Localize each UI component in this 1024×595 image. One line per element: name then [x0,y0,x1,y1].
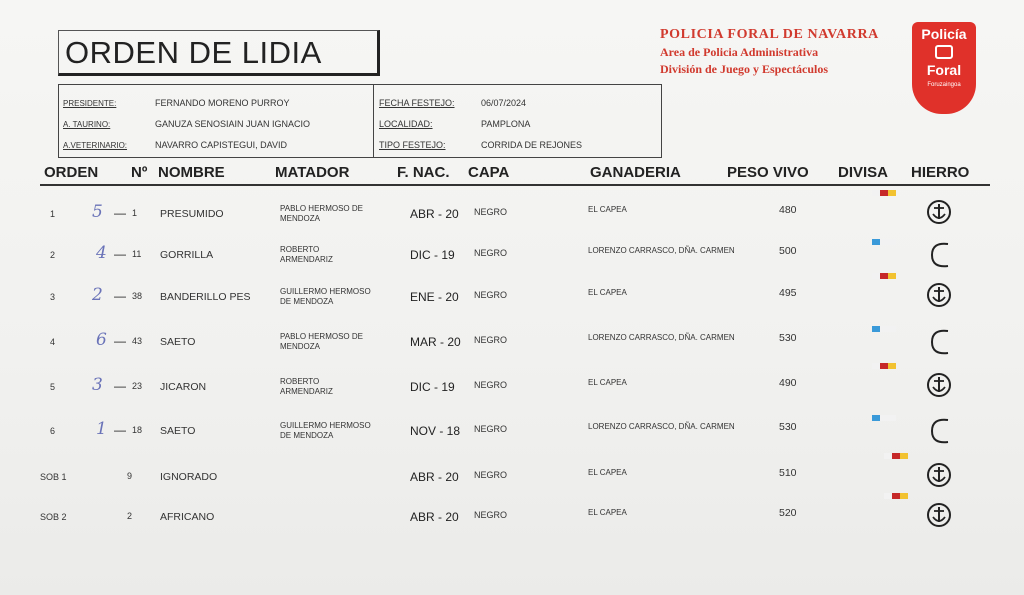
row-capa: NEGRO [474,248,508,258]
row-nombre: AFRICANO [160,511,215,523]
row-numero: 9 [127,471,133,481]
row-orden: SOB 2 [40,512,67,522]
c-brand-icon [924,414,954,444]
row-peso-vivo: 495 [779,287,797,299]
row-nombre: PRESUMIDO [160,208,224,220]
header-orden: ORDEN [44,164,99,181]
handwritten-dash: — [114,206,126,220]
row-fecha-nacimiento: ABR - 20 [410,470,459,484]
ribbon-stripe [888,363,896,369]
row-orden: 3 [50,292,56,302]
row-ganaderia: EL CAPEA [588,508,627,517]
row-fecha-nacimiento: DIC - 19 [410,380,455,394]
header-ganaderia: GANADERIA [590,164,681,181]
row-fecha-nacimiento: MAR - 20 [410,335,461,349]
header-underline [40,184,990,186]
handwritten-dash: — [114,379,126,393]
divisa-ribbon [872,363,896,369]
ribbon-stripe [872,190,880,196]
localidad-row: LOCALIDAD: PAMPLONA [379,119,531,129]
row-capa: NEGRO [474,290,508,300]
ribbon-stripe [892,493,900,499]
row-matador-line2: ARMENDARIZ [280,255,333,264]
row-numero: 1 [132,208,138,218]
handwritten-number: 4 [96,243,107,263]
row-nombre: SAETO [160,336,196,348]
row-ganaderia: EL CAPEA [588,468,627,477]
org-division: División de Juego y Espectáculos [660,62,829,76]
tipo-row: TIPO FESTEJO: CORRIDA DE REJONES [379,140,583,150]
ribbon-stripe [900,493,908,499]
row-matador-line1: PABLO HERMOSO DE [280,332,363,341]
row-capa: NEGRO [474,335,508,345]
row-peso-vivo: 510 [779,467,797,479]
row-matador-line2: DE MENDOZA [280,431,334,440]
c-brand-icon [924,325,954,355]
ribbon-stripe [892,453,900,459]
info-divider [373,85,374,157]
asesor-taurino-row: A. TAURINO: GANUZA SENOSIAIN JUAN IGNACIO [63,119,311,129]
header-numero: Nº [131,164,148,181]
row-ganaderia: LORENZO CARRASCO, DÑA. CARMEN [588,246,735,255]
row-numero: 38 [132,291,143,301]
fecha-row: FECHA FESTEJO: 06/07/2024 [379,98,527,108]
row-fecha-nacimiento: ABR - 20 [410,510,459,524]
event-info-box [58,84,662,158]
row-orden: 2 [50,250,56,260]
row-peso-vivo: 490 [779,377,797,389]
row-fecha-nacimiento: ABR - 20 [410,207,459,221]
handwritten-number: 3 [92,375,103,395]
handwritten-dash: — [114,334,126,348]
row-capa: NEGRO [474,470,508,480]
ribbon-stripe [888,239,896,245]
row-nombre: IGNORADO [160,471,218,483]
row-numero: 2 [127,511,133,521]
row-nombre: JICARON [160,381,207,393]
organization-header [660,27,879,77]
header-peso-vivo: PESO VIVO [727,164,809,181]
row-ganaderia: EL CAPEA [588,378,627,387]
row-ganaderia: EL CAPEA [588,288,627,297]
c-brand-icon [924,238,954,268]
logo-emblem-icon [935,45,953,59]
anchor-brand-icon [924,370,954,400]
row-fecha-nacimiento: NOV - 18 [410,424,461,438]
anchor-brand-icon [924,280,954,310]
row-orden: 1 [50,209,56,219]
row-orden: SOB 1 [40,472,67,482]
handwritten-dash: — [114,289,126,303]
ribbon-stripe [880,326,888,332]
row-peso-vivo: 530 [779,332,797,344]
header-divisa: DIVISA [838,164,889,181]
row-capa: NEGRO [474,380,508,390]
row-numero: 11 [132,249,142,259]
row-capa: NEGRO [474,424,508,434]
ribbon-stripe [900,453,908,459]
row-matador-line2: MENDOZA [280,342,320,351]
divisa-ribbon [872,273,896,279]
row-ganaderia: EL CAPEA [588,205,627,214]
row-numero: 18 [132,425,143,435]
row-nombre: SAETO [160,425,196,437]
row-matador-line1: PABLO HERMOSO DE [280,204,363,213]
row-peso-vivo: 530 [779,421,797,433]
ribbon-stripe [880,273,888,279]
divisa-ribbon [872,326,896,332]
ribbon-stripe [888,273,896,279]
row-peso-vivo: 500 [779,245,797,257]
row-matador-line2: MENDOZA [280,214,320,223]
row-orden: 4 [50,337,56,347]
row-peso-vivo: 480 [779,204,797,216]
handwritten-number: 2 [92,285,103,305]
handwritten-number: 5 [92,202,103,222]
row-matador-line1: GUILLERMO HERMOSO [280,421,371,430]
divisa-ribbon [872,190,896,196]
row-matador-line2: DE MENDOZA [280,297,334,306]
ribbon-stripe [880,190,888,196]
header-hierro: HIERRO [911,164,970,181]
ribbon-stripe [872,273,880,279]
row-matador-line1: ROBERTO [280,245,320,254]
ribbon-stripe [872,239,880,245]
row-nombre: GORRILLA [160,249,214,261]
row-nombre: BANDERILLO PES [160,291,251,303]
row-matador-line2: ARMENDARIZ [280,387,333,396]
header-fecha-nacimiento: F. NAC. [397,164,450,181]
row-orden: 6 [50,426,56,436]
row-matador-line1: GUILLERMO HERMOSO [280,287,371,296]
row-fecha-nacimiento: DIC - 19 [410,248,455,262]
divisa-ribbon [872,239,896,245]
ribbon-stripe [872,326,880,332]
ribbon-stripe [884,493,892,499]
anchor-brand-icon [924,500,954,530]
row-capa: NEGRO [474,207,508,217]
ribbon-stripe [872,363,880,369]
org-area: Area de Policia Administrativa [660,45,819,59]
row-capa: NEGRO [474,510,508,520]
handwritten-dash: — [114,423,126,437]
ribbon-stripe [880,239,888,245]
header-matador: MATADOR [275,164,350,181]
divisa-ribbon [884,493,908,499]
presidente-row: PRESIDENTE: FERNANDO MORENO PURROY [63,98,290,108]
header-capa: CAPA [468,164,510,181]
policia-foral-logo: Policía Foral Foruzaingoa [912,22,976,114]
handwritten-number: 6 [96,330,107,350]
ribbon-stripe [880,415,888,421]
asesor-veterinario-row: A.VETERINARIO: NAVARRO CAPISTEGUI, DAVID [63,140,288,150]
handwritten-number: 1 [96,419,107,439]
ribbon-stripe [872,415,880,421]
ribbon-stripe [880,363,888,369]
row-orden: 5 [50,382,56,392]
ribbon-stripe [888,326,896,332]
row-ganaderia: LORENZO CARRASCO, DÑA. CARMEN [588,333,735,342]
anchor-brand-icon [924,197,954,227]
ribbon-stripe [888,190,896,196]
row-peso-vivo: 520 [779,507,797,519]
ribbon-stripe [884,453,892,459]
row-numero: 23 [132,381,143,391]
document-title: ORDEN DE LIDIA [58,30,380,76]
row-matador-line1: ROBERTO [280,377,320,386]
anchor-brand-icon [924,460,954,490]
divisa-ribbon [884,453,908,459]
row-ganaderia: LORENZO CARRASCO, DÑA. CARMEN [588,422,735,431]
org-name: POLICIA FORAL DE NAVARRA [660,27,879,42]
row-fecha-nacimiento: ENE - 20 [410,290,459,304]
row-numero: 43 [132,336,143,346]
header-nombre: NOMBRE [158,164,225,181]
divisa-ribbon [872,415,896,421]
ribbon-stripe [888,415,896,421]
handwritten-dash: — [114,247,126,261]
